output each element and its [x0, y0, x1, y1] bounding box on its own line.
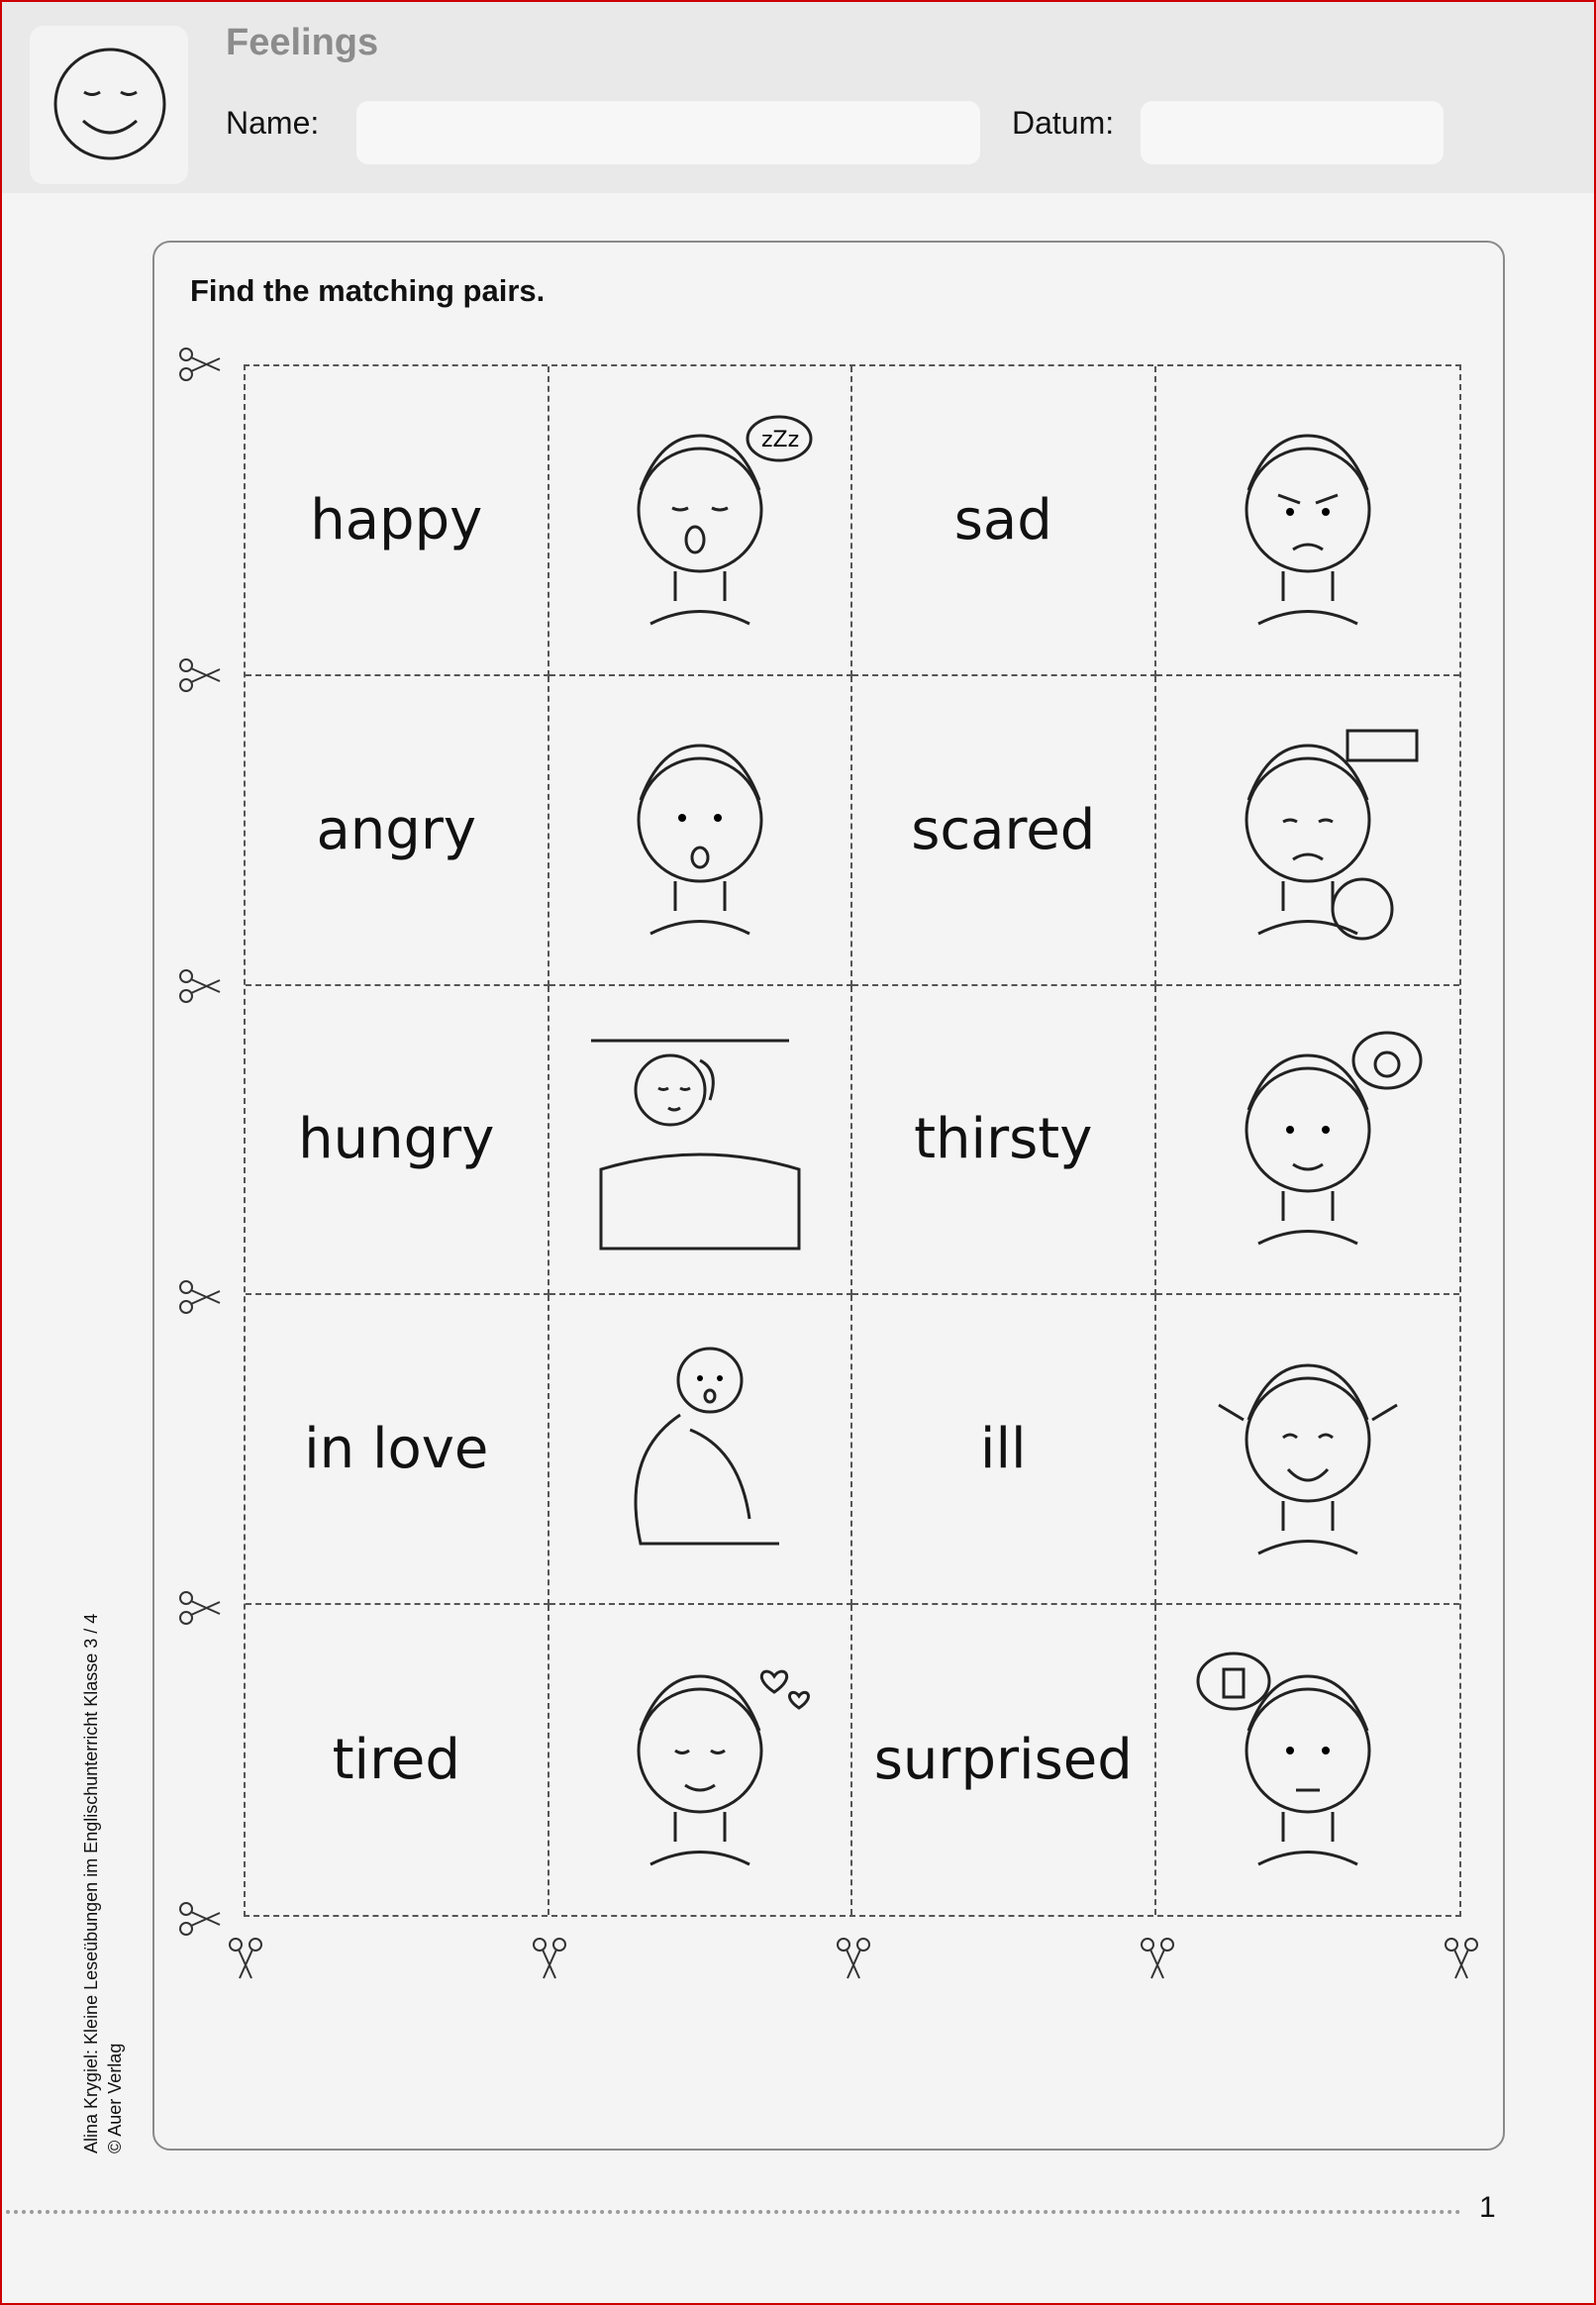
date-field[interactable]: [1141, 101, 1444, 164]
page-number: 1: [1479, 2191, 1496, 2224]
card-word: tired: [332, 1728, 460, 1793]
word-card[interactable]: [246, 1605, 549, 1915]
scissors-icon: [526, 1935, 573, 1982]
card-word: surprised: [873, 1728, 1133, 1793]
word-card[interactable]: [246, 676, 549, 986]
tired-yawning-girl-icon: [581, 401, 819, 639]
angry-boy-icon: [1189, 401, 1427, 639]
card-word: happy: [310, 487, 483, 552]
picture-card[interactable]: [1156, 1605, 1460, 1915]
word-card[interactable]: [852, 366, 1156, 676]
copyright-credit: [79, 1540, 149, 2154]
scissors-icon: [176, 962, 224, 1010]
date-label: Datum:: [1012, 105, 1115, 141]
instruction-text: Find the matching pairs.: [190, 273, 546, 308]
matching-card-grid: [244, 364, 1461, 1917]
ill-boy-in-bed-icon: [581, 1021, 819, 1258]
picture-card[interactable]: [549, 676, 853, 986]
scared-boy-crouching-icon: [581, 1331, 819, 1568]
girl-in-love-hearts-icon: [581, 1642, 819, 1879]
page-title: Feelings: [226, 22, 379, 63]
word-card[interactable]: [246, 366, 549, 676]
credit-line-2: © Auer Verlag: [105, 2043, 125, 2154]
picture-card[interactable]: [1156, 366, 1460, 676]
picture-card[interactable]: [1156, 676, 1460, 986]
picture-card[interactable]: [549, 986, 853, 1296]
scissors-icon: [1134, 1935, 1181, 1982]
word-card[interactable]: [852, 986, 1156, 1296]
word-card[interactable]: [852, 676, 1156, 986]
card-word: hungry: [298, 1107, 495, 1172]
thirsty-boy-drink-icon: [1189, 1642, 1427, 1879]
scissors-icon: [222, 1935, 269, 1982]
picture-card[interactable]: [549, 1295, 853, 1605]
dotted-rule: [6, 2210, 1461, 2214]
credit-line-1: Alina Krygiel: Kleine Leseübungen im Englischunterricht Klasse 3 / 4: [81, 1613, 101, 2154]
card-word: sad: [953, 487, 1052, 552]
sleepy-smiley-icon: [51, 46, 168, 162]
word-card[interactable]: [246, 1295, 549, 1605]
scissors-icon: [176, 341, 224, 388]
name-label: Name:: [226, 105, 320, 141]
scissors-icon: [176, 1273, 224, 1321]
surprised-boy-icon: [581, 711, 819, 949]
scissors-icon: [176, 1895, 224, 1943]
picture-card[interactable]: [1156, 1295, 1460, 1605]
hungry-girl-apple-icon: [1189, 1021, 1427, 1258]
card-word: in love: [304, 1417, 489, 1482]
word-card[interactable]: [852, 1295, 1156, 1605]
sad-boy-with-ball-icon: [1189, 711, 1427, 949]
scissors-icon: [176, 651, 224, 699]
card-word: angry: [316, 797, 477, 862]
card-word: scared: [911, 797, 1096, 862]
happy-girl-icon: [1189, 1331, 1427, 1568]
word-card[interactable]: [852, 1605, 1156, 1915]
svg-text:zZz: zZz: [760, 428, 799, 453]
picture-card[interactable]: [549, 366, 853, 676]
scissors-icon: [176, 1584, 224, 1632]
name-field[interactable]: [356, 101, 980, 164]
word-card[interactable]: [246, 986, 549, 1296]
scissors-icon: [830, 1935, 877, 1982]
scissors-icon: [1438, 1935, 1485, 1982]
card-word: thirsty: [914, 1107, 1093, 1172]
picture-card[interactable]: [1156, 986, 1460, 1296]
picture-card[interactable]: [549, 1605, 853, 1915]
card-word: ill: [979, 1417, 1027, 1482]
